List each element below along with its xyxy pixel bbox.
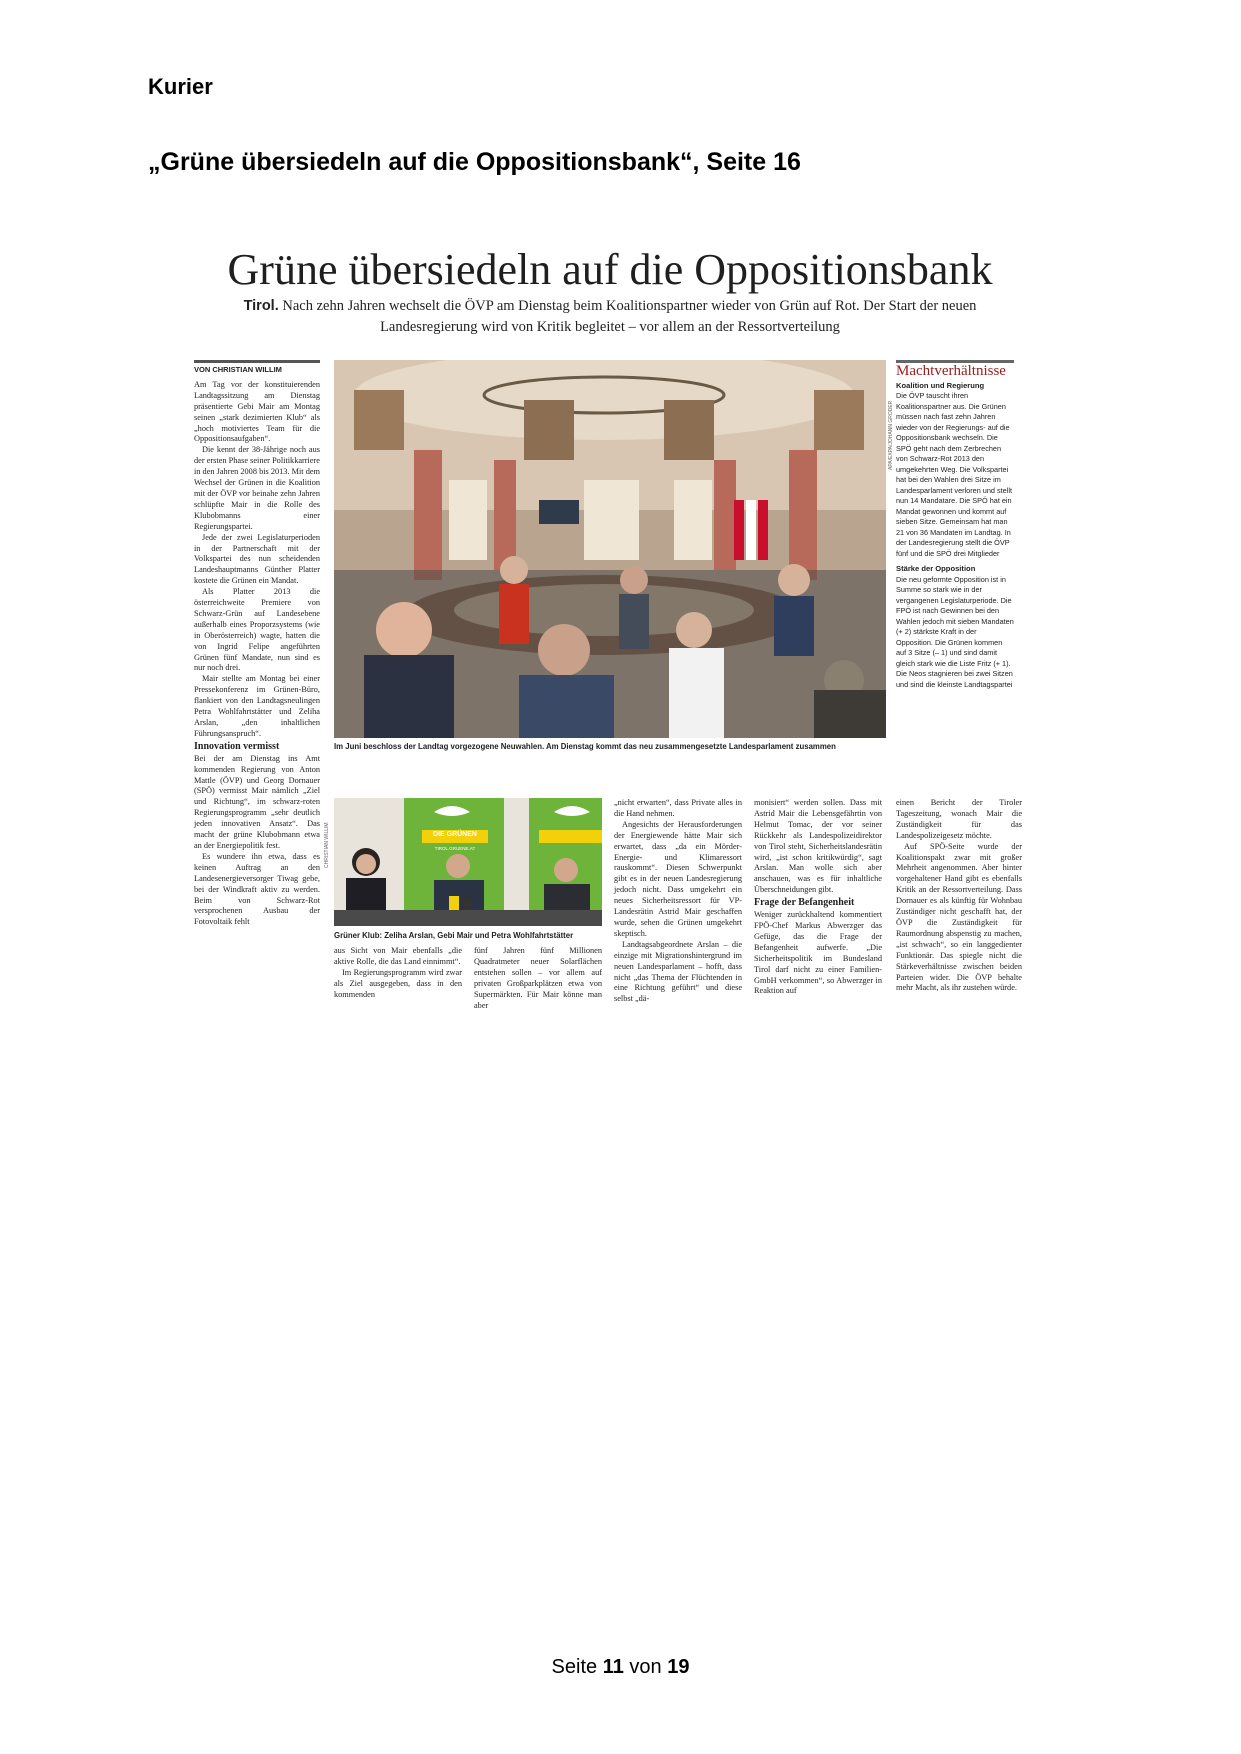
article-headline: Grüne übersiedeln auf die Oppositionsbank: [227, 245, 993, 294]
footer-middle: von: [629, 1656, 662, 1678]
photo-caption: Grüner Klub: Zeliha Arslan, Gebi Mair und Petra Wohlfahrtstätter: [334, 931, 574, 940]
paragraph: Landtagsabgeordnete Arslan – die einzige mit Migrationshintergrund im neuen Landesparlament – hofft, dass nicht „das Thema der Flüchtenden in eine Richtung geführt“ und diese selbst „dä-: [614, 939, 742, 1004]
paragraph: fünf Jahren fünf Millionen Quadratmeter neuer Solarflächen entstehen sollen – vor allem auf privaten Großparkplätzen etwa von Supermärkten. Für Mair könne man aber: [474, 946, 602, 1010]
paragraph: aus Sicht von Mair ebenfalls „die aktive Rolle, die das Land einnimmt“.: [334, 946, 462, 966]
dek-text: Nach zehn Jahren wechselt die ÖVP am Dienstag beim Koalitionspartner wieder von Grün auf Rot. Der Start der neuen Landesregierung wird von Kritik begleitet – vor allem an der Ressortverteilung: [282, 298, 977, 335]
paragraph: Bei der am Dienstag ins Amt kommenden Regierung von Anton Mattle (ÖVP) und Georg Dornauer (SPÖ) vermisst Mair nämlich „Ziel und Richtung“, im schwarz-roten Regierungsprogramm „sehr deutlich jeden innovativen Ansatz“. Das macht der grüne Klubobmann etwa an der Energiepolitik fest.: [194, 753, 320, 850]
photo-sign-text: DIE GRÜNEN: [433, 831, 477, 838]
info-box-text: Die ÖVP tauscht ihren Koalitionspartner aus. Die Grünen müssen nach fast zehn Jahren wieder von der Regierungs- auf die Oppositionsbank wechseln. Die SPÖ geht nach dem Zerbrechen von Schwarz-Rot 2013 den umgekehrten Weg. Die Volkspartei hat bei den Wahlen drei Sitze im Landesparlament verloren und stellt nun 14 Mandatare. Die SPÖ hat ein Mandat gewonnen und kommt auf sieben Sitze. Gemeinsam hat man 21 von 36 Mandaten im Landtag. In der Landesregierung stellt die ÖVP fünf und die SPÖ drei Mitglieder: [896, 391, 1013, 558]
paragraph: Es wundere ihn etwa, dass es keinen Auftrag an den Landesenergieversorger Tiwag gebe, bei der Windkraft aktiv zu werden. Beim von Schwarz-Rot versprochenen Ausbau der Fotovoltaik fehlt: [194, 851, 320, 927]
paragraph: Im Regierungsprogramm wird zwar als Ziel ausgegeben, dass in den kommenden: [334, 967, 462, 999]
paragraph: Mair stellte am Montag bei einer Pressekonferenz im Grünen-Büro, flankiert von den Landtagsneulingen Petra Wohlfahrtstätter und Zeliha Arslan, „den inhaltlichen Führungsanspruch“.: [194, 674, 320, 738]
paragraph: monisiert“ werden sollen. Dass mit Astrid Mair die Lebensgefährtin von Helmut Tomac, der vor seiner Rückkehr als Landespolizeidirektor von Tirol steht, Sicherheitslandesrätin wird, „ist schon kritikwürdig“, sagt Arslan. Man wolle sich aber anschauen, was es für inhaltliche Überschneidungen gibt.: [754, 798, 882, 895]
column-6: [896, 798, 1022, 994]
column-2: [334, 946, 462, 1001]
paragraph: einen Bericht der Tiroler Tageszeitung, wonach Mair die Zuständigkeit für das Landespolizeigesetz möchte.: [896, 798, 1022, 840]
publication-name: Kurier: [148, 74, 213, 99]
paragraph: Weniger zurückhaltend kommentiert FPÖ-Chef Markus Abwerzger das Gefüge, das die Frage der Befangenheit aufwerfe. „Die Sicherheitspolitik im Bundesland Tirol darf nicht zu einer Familien-GmbH verkommen“, so Abwerzger in Reaktion auf: [754, 910, 882, 996]
footer-total-pages: 19: [667, 1656, 690, 1678]
byline: VON CHRISTIAN WILLIM: [194, 360, 320, 376]
photo-caption: Im Juni beschloss der Landtag vorgezogene Neuwahlen. Am Dienstag kommt das neu zusammengesetzte Landesparlament zusammen: [334, 742, 836, 751]
footer-prefix: Seite: [551, 1656, 598, 1678]
info-box-text: Die neu geformte Opposition ist in Summe so stark wie in der vergangenen Legislaturperiode. Die FPÖ ist nach Gewinnen bei den Wahlen jedoch mit sieben Mandaten (+ 2) stärkste Kraft in der Opposition. Die Grünen kommen auf 3 Sitze (– 1) und sind damit gleich stark wie die Liste Fritz (+ 1). Die Neos stagnieren bei zwei Sitzen und sind die kleinste Landtagspartei: [896, 574, 1014, 689]
paragraph: Jede der zwei Legislaturperioden in der Partnerschaft mit der Volkspartei des nun scheidenden Landeshauptmanns Günther Platter kostete die Grünen ein Mandat.: [194, 532, 320, 586]
newspaper-clipping: [190, 230, 1030, 1060]
info-box: [896, 360, 1014, 695]
subheading: Innovation vermisst: [194, 740, 280, 752]
paragraph: Angesichts der Herausforderungen der Energiewende hätte Mair sich erwartet, dass „da ein Mörder-Energie- und Klimaressort rauskommt“. Diesen Schwerpunkt gibt es in der neuen Landesregierung jedoch nicht. Dass umgekehrt ein neues Sicherheitsressort für VP-Landesrätin Astrid Mair geschaffen wurde, sehen die Grünen umgekehrt skeptisch.: [614, 819, 742, 938]
photo-credit: CHRISTIAN WILLIM: [324, 822, 330, 868]
info-box-subheading: Stärke der Opposition: [896, 564, 976, 573]
subheading: Frage der Befangenheit: [754, 897, 855, 909]
paragraph: Am Tag vor der konstituierenden Landtagssitzung am Dienstag präsentierte Gebi Mair am Montag seinen „stark dezimierten Klub“ als „hoch motiviertes Team für die Oppositionsaufgaben“.: [194, 379, 320, 444]
column-3: [474, 946, 602, 1011]
paragraph: Auf SPÖ-Seite wurde der Koalitionspakt zwar mit großer Mehrheit angenommen. Aber hinter vorgehaltener Hand gibt es ebenfalls Kritik an der Ressortverteilung. Dass Dornauer es als künftig für Wohnbau Zuständiger nicht geschafft hat, der ÖVP die Zuständigkeit für Raumordnung abspenstig zu machen, „ist schwach“, so ein langgedienter Funktionär. Das spiegle nicht die Stärkeverhältnisse zwischen beiden Parteien wider. Die ÖVP behalte mehr Macht, als ihr zustehen würde.: [896, 841, 1022, 993]
press-conference-photo: [334, 798, 602, 926]
column-4: [614, 798, 742, 1005]
photo-sign-url: TIROL.GRUENE.AT: [434, 846, 476, 851]
paragraph: „nicht erwarten“, dass Private alles in die Hand nehmen.: [614, 798, 742, 818]
info-box-subheading: Koalition und Regierung: [896, 380, 985, 390]
column-5: [754, 798, 882, 997]
parliament-photo: [334, 360, 886, 738]
dek-lead: Tirol.: [243, 298, 279, 314]
article-reference-title: „Grüne übersiedeln auf die Oppositionsbank“, Seite 16: [148, 148, 801, 176]
photo-credit: APA/EXPA/JOHANN GRODER: [888, 400, 894, 470]
paragraph: Als Platter 2013 die österreichweite Premiere von Schwarz-Grün auf Landesebene außerhalb eines Proporzsystems (wie in Oberösterreich) wagte, hatten die von Ingrid Felipe angeführten Grünen fünf Mandate, nun sind es nur noch drei.: [194, 587, 320, 673]
footer-page-number: 11: [602, 1656, 624, 1678]
page-footer: [0, 1656, 1241, 1679]
paragraph: Die kennt der 38-Jährige noch aus der ersten Phase seiner Politikkarriere in den Jahren 2008 bis 2013. Mit dem Wechsel der Grünen in die Koalition mit der ÖVP vor beinahe zehn Jahren schlüpfte Mair in die Rolle des Klubobmanns einer Regierungspartei.: [194, 445, 320, 531]
column-1: [194, 360, 320, 928]
info-box-title: Machtverhältnisse: [896, 360, 1014, 377]
article-dek: [220, 296, 1000, 338]
